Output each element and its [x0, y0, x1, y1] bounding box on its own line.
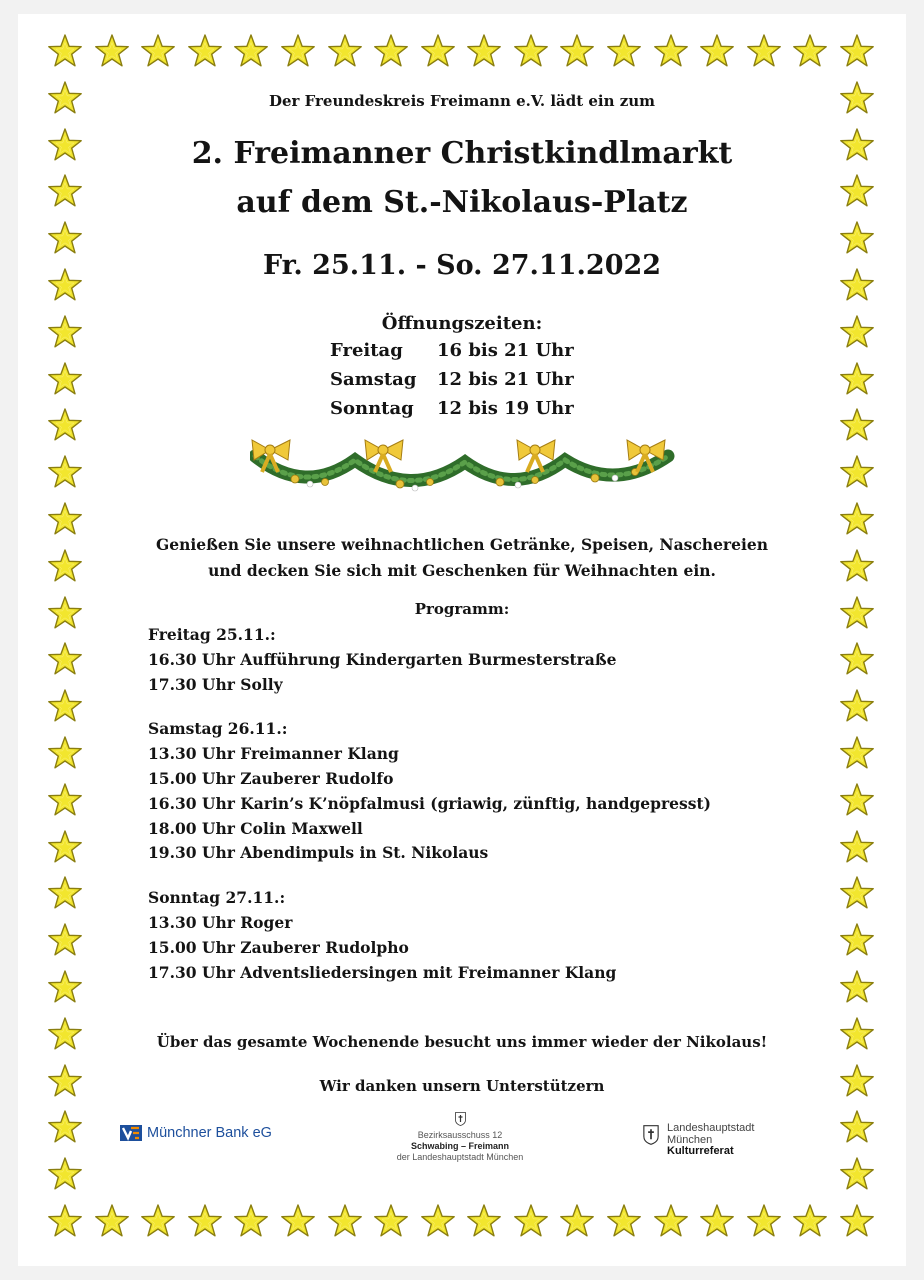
- star-icon: [698, 1203, 736, 1241]
- star-icon: [46, 922, 84, 960]
- star-icon: [838, 1203, 876, 1241]
- star-icon: [838, 735, 876, 773]
- program-item: 19.30 Uhr Abendimpuls in St. Nikolaus: [148, 843, 489, 863]
- hours-row: [330, 340, 574, 369]
- program-item: 15.00 Uhr Zauberer Rudolpho: [148, 937, 409, 957]
- program-day-heading: Freitag 25.11.:: [148, 625, 276, 644]
- nikolaus-note: Über das gesamte Wochenende besucht uns immer wieder der Nikolaus!: [156, 1033, 768, 1051]
- star-icon: [419, 33, 457, 71]
- star-icon: [46, 361, 84, 399]
- city-line-1: Landeshauptstadt: [667, 1122, 755, 1134]
- star-icon: [46, 1203, 84, 1241]
- star-icon: [46, 641, 84, 679]
- star-icon: [46, 829, 84, 867]
- offer-line-2: und decken Sie sich mit Geschenken für Weihnachten ein.: [208, 561, 716, 580]
- star-icon: [46, 688, 84, 726]
- star-icon: [465, 1203, 503, 1241]
- program-title: Programm:: [414, 600, 510, 618]
- sponsor-bezirksausschuss: [380, 1112, 540, 1163]
- city-line-3: Kulturreferat: [667, 1145, 734, 1157]
- program-list: [148, 623, 711, 985]
- star-icon: [838, 922, 876, 960]
- star-icon: [838, 641, 876, 679]
- star-icon: [46, 454, 84, 492]
- star-icon: [419, 1203, 457, 1241]
- star-icon: [838, 688, 876, 726]
- star-icon: [838, 501, 876, 539]
- star-icon: [652, 33, 690, 71]
- star-icon: [558, 1203, 596, 1241]
- star-icon: [372, 1203, 410, 1241]
- star-icon: [605, 33, 643, 71]
- intro-text: Der Freundeskreis Freimann e.V. lädt ein zum: [268, 92, 656, 110]
- star-icon: [838, 454, 876, 492]
- star-icon: [512, 33, 550, 71]
- opening-hours-title: Öffnungszeiten:: [381, 313, 543, 334]
- hours-row: [330, 398, 574, 427]
- star-icon: [838, 407, 876, 445]
- star-icon: [791, 33, 829, 71]
- program-day-heading: Sonntag 27.11.:: [148, 888, 286, 908]
- star-icon: [652, 1203, 690, 1241]
- title-line-1: 2. Freimanner Christkindlmarkt: [191, 136, 733, 171]
- hours-time: 16 bis 21 Uhr: [437, 340, 574, 361]
- hours-day: Sonntag: [330, 398, 414, 419]
- coat-of-arms-icon: [643, 1125, 659, 1145]
- star-icon: [46, 1156, 84, 1194]
- star-icon: [512, 1203, 550, 1241]
- star-icon: [605, 1203, 643, 1241]
- star-icon: [232, 33, 270, 71]
- star-icon: [186, 1203, 224, 1241]
- star-icon: [232, 1203, 270, 1241]
- star-icon: [838, 875, 876, 913]
- hours-time: 12 bis 21 Uhr: [437, 369, 574, 390]
- hours-time: 12 bis 19 Uhr: [437, 398, 574, 419]
- program-item: 15.00 Uhr Zauberer Rudolfo: [148, 768, 394, 788]
- star-icon: [372, 33, 410, 71]
- star-icon: [838, 1109, 876, 1147]
- star-icon: [838, 829, 876, 867]
- star-icon: [279, 33, 317, 71]
- program-day-heading: Samstag 26.11.:: [148, 719, 288, 739]
- star-icon: [186, 33, 224, 71]
- volksbank-logo-icon: [120, 1125, 142, 1141]
- event-dates: Fr. 25.11. - So. 27.11.2022: [262, 250, 662, 281]
- star-icon: [93, 1203, 131, 1241]
- star-icon: [279, 1203, 317, 1241]
- opening-hours: [330, 340, 574, 427]
- star-icon: [745, 1203, 783, 1241]
- star-icon: [46, 33, 84, 71]
- star-icon: [838, 969, 876, 1007]
- star-icon: [46, 407, 84, 445]
- star-icon: [93, 33, 131, 71]
- sponsor-kulturreferat: [643, 1123, 754, 1158]
- star-icon: [139, 33, 177, 71]
- star-icon: [326, 1203, 364, 1241]
- ba-line-1: Bezirksausschuss 12: [417, 1130, 503, 1140]
- star-icon: [698, 33, 736, 71]
- garland-icon: [250, 432, 675, 510]
- star-icon: [46, 1109, 84, 1147]
- star-icon: [46, 969, 84, 1007]
- ba-line-3: der Landeshauptstadt München: [396, 1152, 524, 1162]
- program-item: 17.30 Uhr Adventsliedersingen mit Freimanner Klang: [148, 962, 617, 982]
- star-icon: [139, 1203, 177, 1241]
- star-icon: [46, 875, 84, 913]
- program-item: 13.30 Uhr Freimanner Klang: [148, 744, 399, 764]
- star-icon: [745, 33, 783, 71]
- star-icon: [838, 361, 876, 399]
- star-icon: [46, 501, 84, 539]
- ba-line-2: Schwabing – Freimann: [410, 1141, 510, 1151]
- program-item: 17.30 Uhr Solly: [148, 674, 283, 694]
- title-line-2: auf dem St.-Nikolaus-Platz: [236, 185, 688, 220]
- hours-day: Freitag: [330, 340, 403, 361]
- hours-row: [330, 369, 574, 398]
- sponsor-muenchner-bank: [120, 1125, 272, 1141]
- star-icon: [326, 33, 364, 71]
- thanks-text: Wir danken unsern Unterstützern: [319, 1077, 605, 1095]
- star-icon: [465, 33, 503, 71]
- star-icon: [838, 782, 876, 820]
- program-item: 16.30 Uhr Aufführung Kindergarten Burmesterstraße: [148, 649, 617, 669]
- star-icon: [46, 735, 84, 773]
- bank-name: Münchner Bank eG: [147, 1125, 272, 1141]
- star-icon: [791, 1203, 829, 1241]
- offer-line-1: Genießen Sie unsere weihnachtlichen Getränke, Speisen, Naschereien: [156, 535, 768, 554]
- coat-of-arms-icon: [455, 1112, 466, 1126]
- program-item: 18.00 Uhr Colin Maxwell: [148, 818, 363, 838]
- star-icon: [838, 1156, 876, 1194]
- star-icon: [838, 33, 876, 71]
- program-item: 16.30 Uhr Karin’s K’nöpfalmusi (griawig, zünftig, handgepresst): [148, 793, 711, 813]
- program-item: 13.30 Uhr Roger: [148, 912, 293, 932]
- city-line-2: München: [667, 1133, 713, 1146]
- star-icon: [46, 782, 84, 820]
- star-icon: [558, 33, 596, 71]
- hours-day: Samstag: [330, 369, 417, 390]
